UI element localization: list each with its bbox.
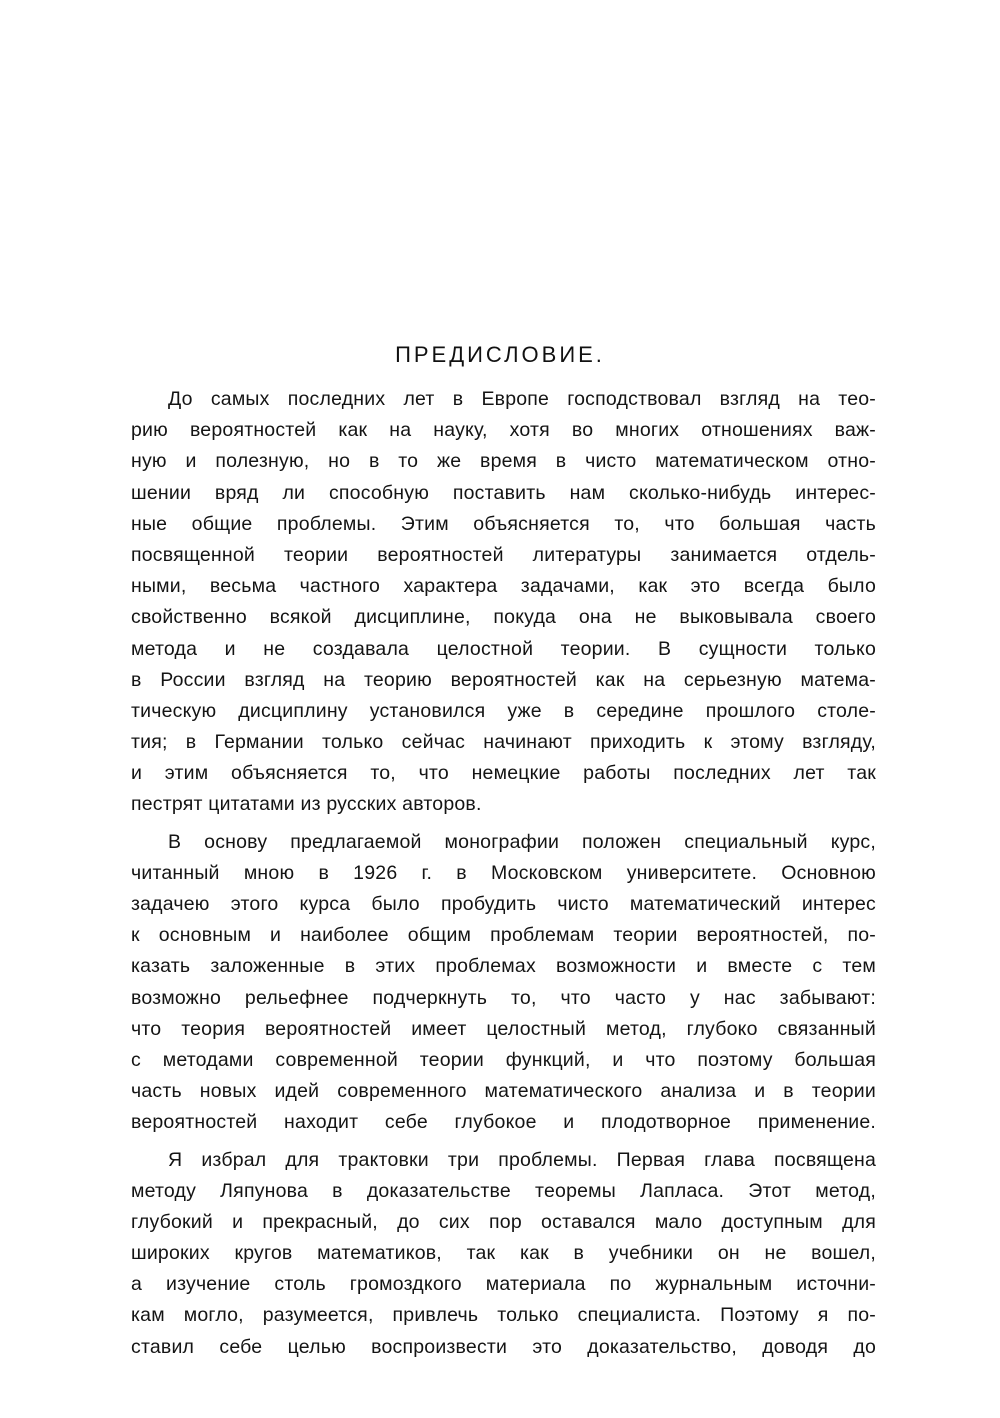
text-line: До самых последних лет в Европе господствовал взгляд на тео- — [168, 388, 876, 410]
text-line: кам могло, разумеется, привлечь только специалиста. Поэтому я по- — [131, 1304, 876, 1327]
text-line: В основу предлагаемой монографии положен специальный курс, — [168, 830, 876, 853]
text-line: что теория вероятностей имеет целостный метод, глубоко связанный — [131, 1017, 876, 1040]
text-line: свойственно всякой дисциплине, покуда она не выковывала своего — [131, 606, 876, 629]
text-line: тическую дисциплину установился уже в середине прошлого столе- — [131, 699, 876, 722]
text-line: с методами современной теории функций, и что поэтому большая — [131, 1048, 876, 1071]
text-line: методу Ляпунова в доказательстве теоремы Лапласа. Этот метод, — [131, 1179, 876, 1202]
text-line: возможно рельефнее подчеркнуть то, что часто у нас забывают: — [131, 986, 876, 1009]
text-line: часть новых идей современного математического анализа и в теории — [131, 1080, 876, 1103]
preface-body — [131, 384, 876, 1369]
text-line: шении вряд ли способную поставить нам сколько-нибудь интерес- — [131, 481, 876, 504]
text-line: метода и не создавала целостной теории. В сущности только — [131, 637, 876, 660]
text-line: ную и полезную, но в то же время в чисто математическом отно- — [131, 450, 876, 473]
text-line: к основным и наиболее общим проблемам теории вероятностей, по- — [131, 924, 876, 947]
text-line: посвященной теории вероятностей литературы занимается отдель- — [131, 543, 876, 566]
text-line: читанный мною в 1926 г. в Московском университете. Основною — [131, 861, 876, 884]
paragraph-1 — [131, 384, 876, 821]
text-line: широких кругов математиков, так как в учебники он не вошел, — [131, 1242, 876, 1265]
text-line: глубокий и прекрасный, до сих пор оставался мало доступным для — [131, 1210, 876, 1233]
page-title: ПРЕДИСЛОВИЕ. — [395, 342, 605, 367]
text-line: и этим объясняется то, что немецкие работы последних лет так — [131, 762, 876, 785]
text-line: в России взгляд на теорию вероятностей как на серьезную матема- — [131, 668, 876, 691]
text-line: ными, весьма частного характера задачами, как это всегда было — [131, 575, 876, 598]
text-line: задачею этого курса было пробудить чисто математический интерес — [131, 893, 876, 915]
text-line: ные общие проблемы. Этим объясняется то, что большая часть — [131, 512, 876, 535]
text-line: казать заложенные в этих проблемах возможности и вместе с тем — [131, 955, 876, 978]
text-line: пестрят цитатами из русских авторов. — [131, 793, 482, 816]
paragraph-2 — [131, 827, 876, 1139]
text-line: тия; в Германии только сейчас начинают приходить к этому взгляду, — [131, 731, 876, 754]
text-line: Я избрал для трактовки три проблемы. Первая глава посвящена — [168, 1148, 876, 1171]
text-line: рию вероятностей как на науку, хотя во многих отношениях важ- — [131, 419, 876, 442]
text-line: ставил себе целью воспроизвести это доказательство, доводя до — [131, 1335, 876, 1358]
text-line: а изучение столь громоздкого материала по журнальным источни- — [131, 1273, 876, 1296]
paragraph-3 — [131, 1145, 876, 1363]
text-line: вероятностей находит себе глубокое и плодотворное применение. — [131, 1111, 876, 1134]
